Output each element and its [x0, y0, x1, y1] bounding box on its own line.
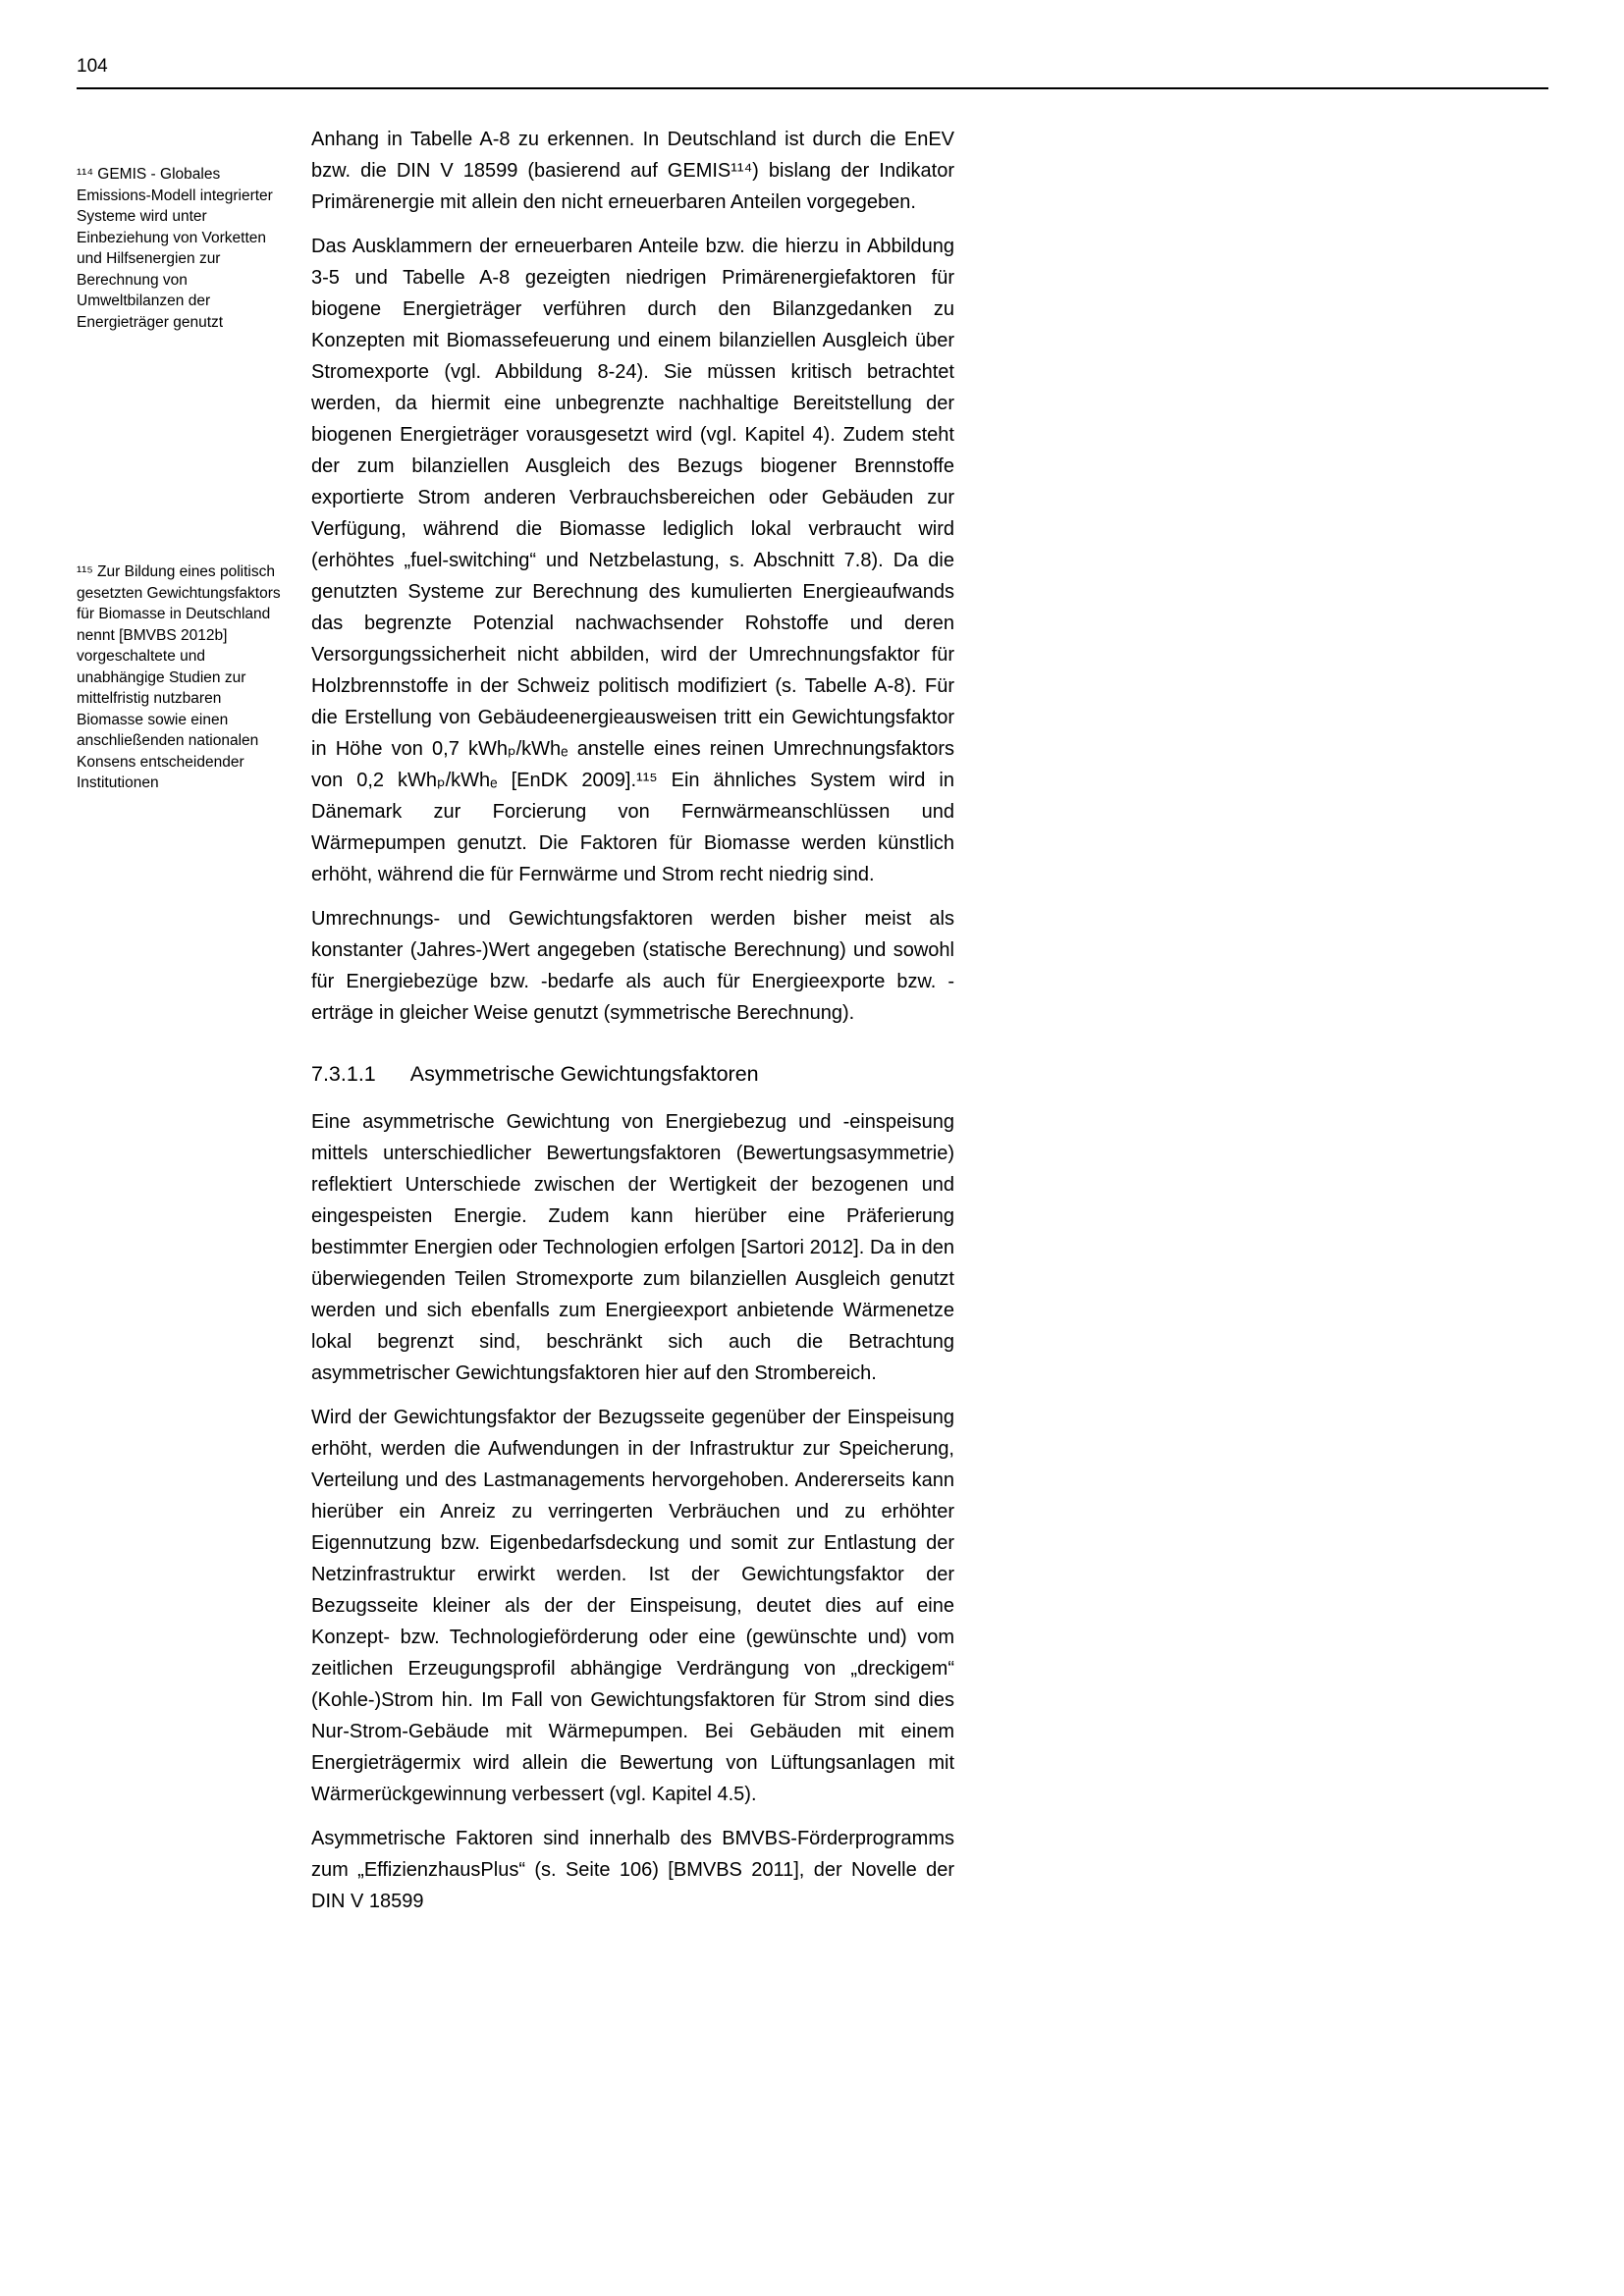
sidenote-footnote-114: ¹¹⁴ GEMIS - Globales Emissions-Modell integrierter Systeme wird unter Einbeziehung von Vorketten und Hilfsenergien zur Berechnung von Umweltbilanzen der Energieträger genutzt	[77, 166, 273, 331]
paragraph-asymmetrische-gewichtung: Eine asymmetrische Gewichtung von Energiebezug und -einspeisung mittels unterschiedlicher Bewertungsfaktoren (Bewertungsasymmetrie) reflektiert Unterschiede zwischen der Wertigkeit der bezogenen und eingespeisten Energie. Zudem kann hierüber eine Präferierung bestimmter Energien oder Technologien erfolgen [Sartori 2012]. Da in den überwiegenden Teilen Stromexporte zum bilanziellen Ausgleich genutzt werden und sich ebenfalls zum Energieexport anbietende Wärmenetze lokal begrenzt sind, beschränkt sich auch die Betrachtung asymmetrischer Gewichtungsfaktoren hier auf den Strombereich.	[311, 1111, 954, 1384]
paragraph-anhang-tabelle: Anhang in Tabelle A-8 zu erkennen. In Deutschland ist durch die EnEV bzw. die DIN V 18599 (basierend auf GEMIS¹¹⁴) bislang der Indikator Primärenergie mit allein den nicht erneuerbaren Anteilen vorgegeben.	[311, 129, 954, 213]
paragraph-umrechnungs-gewichtungsfaktoren: Umrechnungs- und Gewichtungsfaktoren werden bisher meist als konstanter (Jahres-)Wert angegeben (statische Berechnung) und sowohl für Energiebezüge bzw. -bedarfe als auch für Energieexporte bzw. -erträge in gleicher Weise genutzt (symmetrische Berechnung).	[311, 908, 954, 1024]
page-number: 104	[77, 56, 108, 77]
section-heading-title: Asymmetrische Gewichtungsfaktoren	[409, 1062, 759, 1086]
section-heading-number: 7.3.1.1	[311, 1062, 376, 1086]
main-text-column	[311, 124, 954, 1930]
header-rule	[77, 87, 1548, 89]
section-heading	[311, 1058, 954, 1090]
paragraph-ausklammern-erneuerbare: Das Ausklammern der erneuerbaren Anteile bzw. die hierzu in Abbildung 3-5 und Tabelle A-8 gezeigten niedrigen Primärenergiefaktoren für biogene Energieträger verführen durch den Bilanzgedanken zu Konzepten mit Biomassefeuerung und einem bilanziellen Ausgleich über Stromexporte (vgl. Abbildung 8-24). Sie müssen kritisch betrachtet werden, da hiermit eine unbegrenzte nachhaltige Bereitstellung der biogenen Energieträger vorausgesetzt wird (vgl. Kapitel 4). Zudem steht der zum bilanziellen Ausgleich des Bezugs biogener Brennstoffe exportierte Strom anderen Verbrauchsbereichen oder Gebäuden zur Verfügung, während die Biomasse lediglich lokal verbraucht wird (erhöhtes „fuel-switching“ und Netzbelastung, s. Abschnitt 7.8). Da die genutzten Systeme zur Berechnung des kumulierten Energieaufwands das begrenzte Potenzial nachwachsender Rohstoffe und deren Versorgungssicherheit nicht abbilden, wird der Umrechnungsfaktor für Holzbrennstoffe in der Schweiz politisch modifiziert (s. Tabelle A-8). Für die Erstellung von Gebäudeenergieausweisen tritt ein Gewichtungsfaktor in Höhe von 0,7 kWhₚ/kWhₑ anstelle eines reinen Umrechnungsfaktors von 0,2 kWhₚ/kWhₑ [EnDK 2009].¹¹⁵ Ein ähnliches System wird in Dänemark zur Forcierung von Fernwärmeanschlüssen und Wärmepumpen genutzt. Die Faktoren für Biomasse werden künstlich erhöht, während die für Fernwärme und Strom recht niedrig sind.	[311, 236, 954, 885]
paragraph-gewichtungsfaktor-bezugsseite: Wird der Gewichtungsfaktor der Bezugsseite gegenüber der Einspeisung erhöht, werden die Aufwendungen in der Infrastruktur zur Speicherung, Verteilung und des Lastmanagements hervorgehoben. Andererseits kann hierüber ein Anreiz zu verringerten Verbräuchen und zu erhöhter Eigennutzung bzw. Eigenbedarfsdeckung und somit zur Entlastung der Netzinfrastruktur erwirkt werden. Ist der Gewichtungsfaktor der Bezugsseite kleiner als der der Einspeisung, deutet dies auf eine Konzept- bzw. Technologieförderung oder eine (gewünschte und) vom zeitlichen Erzeugungsprofil abhängige Verdrängung von „dreckigem“ (Kohle-)Strom hin. Im Fall von Gewichtungsfaktoren für Strom sind dies Nur-Strom-Gebäude mit Wärmepumpen. Bei Gebäuden mit einem Energieträgermix wird allein die Bewertung von Lüftungsanlagen mit Wärmerückgewinnung verbessert (vgl. Kapitel 4.5).	[311, 1407, 954, 1805]
sidenote-footnote-115: ¹¹⁵ Zur Bildung eines politisch gesetzten Gewichtungsfaktors für Biomasse in Deutschland nennt [BMVBS 2012b] vorgeschaltete und unabhängige Studien zur mittelfristig nutzbaren Biomasse sowie einen anschließenden nationalen Konsens entscheidender Institutionen	[77, 563, 281, 791]
paragraph-asymmetrische-faktoren-bmvbs: Asymmetrische Faktoren sind innerhalb des BMVBS-Förderprogramms zum „EffizienzhausPlus“ (s. Seite 106) [BMVBS 2011], der Novelle der DIN V 18599	[311, 1828, 954, 1912]
